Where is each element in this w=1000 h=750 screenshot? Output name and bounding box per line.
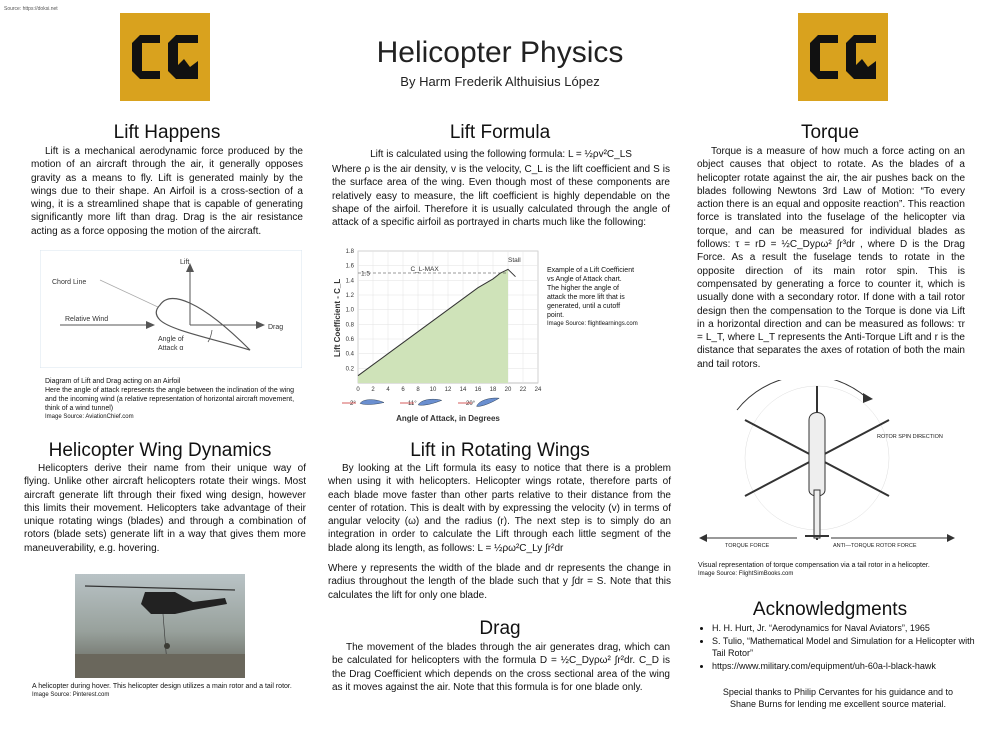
- chart-y-tick-label: 1.6: [345, 263, 354, 270]
- rotating-wings-body-2: Where y represents the width of the blade and dr represents the change in radius throughout the length of the blade such that y ∫dr = S. Note that this calculates the lift for only one blade.: [328, 563, 671, 601]
- torque-caption: Visual representation of torque compensation via a tail rotor in a helicopter.: [698, 562, 930, 569]
- relative-wind-label: Relative Wind: [65, 316, 109, 323]
- ack-item: • H. H. Hurt, Jr. “Aerodynamics for Naval Aviators”, 1965: [712, 622, 978, 634]
- torque-title: Torque: [800, 122, 860, 143]
- lift-happens-title: Lift Happens: [113, 122, 221, 143]
- chart-x-tick-label: 18: [489, 387, 497, 393]
- chart-x-tick-label: 24: [534, 387, 542, 393]
- chart-y-tick-label: 1.8: [345, 249, 354, 255]
- wing-dynamics-body: Helicopters derive their name from their unique way of flying. Unlike other aircraft helicopters rotate their wings. Most aircraft generate lift through their fixed wing design, however this limits their movement. Helicopters take advantage of their unique rotating wings (blades) and through a combination of rotors (blade sets) generate lift in a way that gives them more maneuverability, e.g. hovering.: [24, 463, 306, 554]
- chart-x-tick-label: 20: [504, 387, 512, 393]
- airfoil-caption-block: [45, 377, 305, 422]
- torque-caption-source: Image Source: FlightSimBooks.com: [698, 571, 794, 577]
- hover-caption: A helicopter during hover. This helicopter design utilizes a main rotor and a tail rotor.: [32, 683, 292, 690]
- chart-stall-label: Stall: [508, 257, 521, 264]
- hover-caption-source: Image Source: Pinterest.com: [32, 692, 110, 698]
- rotating-wings-title: Lift in Rotating Wings: [410, 440, 590, 461]
- airfoil-caption-source: Image Source: AviationChief.com: [45, 414, 134, 420]
- lift-formula-title: Lift Formula: [449, 122, 551, 143]
- logo-left: [120, 13, 210, 101]
- chart-x-tick-label: 4: [386, 387, 390, 393]
- chord-line-label: Chord Line: [52, 279, 87, 286]
- thanks-note: Special thanks to Philip Cervantes for his guidance and to Shane Burns for lending me excellent source material.: [722, 687, 954, 709]
- page-title: Helicopter Physics: [376, 36, 624, 69]
- source-note: Source: https://doksi.net: [4, 6, 58, 12]
- angle-label-1: Angle of: [158, 336, 184, 343]
- lift-happens-body: Lift is a mechanical aerodynamic force produced by the motion of an aircraft through the air, it generally opposes gravity as a means to fly. Lift is generated mainly by the wings due to their shape. An Airfoil is a cross-section of a wing, it is a streamlined shape that is capable of generating significantly more lift than drag. Drag is the air resistance acting as a force opposing the motion of the aircraft.: [31, 146, 303, 237]
- anti-torque-label: ANTI—TORQUE ROTOR FORCE: [833, 543, 917, 549]
- torque-diagram: [697, 380, 965, 560]
- chart-x-tick-label: 0: [356, 387, 360, 393]
- angle-label-2: Attack α: [158, 345, 184, 352]
- chart-x-tick-label: 8: [416, 387, 420, 393]
- helicopter-hover-photo: [75, 574, 245, 678]
- torque-caption-block: [698, 561, 966, 579]
- chart-caption-2: The higher the angle of attack the more lift that is generated, until a cutoff point.: [547, 285, 625, 319]
- chart-caption-block: [547, 266, 639, 329]
- chart-y-axis-label: Lift Coefficient - C_L: [333, 278, 342, 357]
- chart-x-tick-label: 14: [459, 387, 467, 393]
- chart-airfoil-label: 20°: [466, 401, 476, 407]
- chart-y-tick-label: 1.0: [345, 307, 354, 314]
- chart-airfoil-icon: [418, 397, 442, 406]
- airfoil-caption: Diagram of Lift and Drag acting on an Airfoil: [45, 378, 181, 385]
- cc-logo-icon: [120, 13, 210, 101]
- chart-caption: Example of a Lift Coefficient vs Angle of Attack chart.: [547, 267, 635, 283]
- lift-label: Lift: [180, 259, 190, 266]
- drag-label: Drag: [268, 324, 284, 331]
- logo-right: [798, 13, 888, 101]
- chart-y-tick-label: 0.2: [345, 366, 354, 373]
- chart-x-tick-label: 12: [444, 387, 452, 393]
- lift-coefficient-chart: [330, 243, 545, 426]
- airfoil-diagram: [40, 250, 302, 368]
- chart-x-tick-label: 16: [474, 387, 482, 393]
- rotor-spin-label: ROTOR SPIN DIRECTION: [877, 434, 943, 440]
- chart-x-tick-label: 22: [519, 387, 527, 393]
- drag-title: Drag: [479, 618, 521, 639]
- ack-item: • S. Tulio, “Mathematical Model and Simulation for a Helicopter with Tail Rotor”: [712, 635, 978, 659]
- chart-y-tick-label: 0.8: [345, 322, 354, 329]
- chart-caption-source: Image Source: flightlearnings.com: [547, 321, 638, 327]
- ack-item: • https://www.military.com/equipment/uh-60a-l-black-hawk: [712, 660, 978, 672]
- acknowledgments-list: [700, 622, 978, 673]
- chart-y-tick-label: 0.6: [345, 337, 354, 343]
- person-icon: [164, 643, 170, 649]
- lift-formula-body: Where ρ is the air density, v is the velocity, C_L is the lift coefficient and S is the surface area of the wing. Even though most of these components are relatively easy to measure, the lift coefficient is highly dependable on the shape of the airfoil. Therefore it is usually calculated through the angle of attack of a specific airfoil as portrayed in charts much like the following:: [332, 164, 670, 229]
- wing-dynamics-title: Helicopter Wing Dynamics: [48, 440, 272, 461]
- chart-airfoil-icon: [475, 395, 499, 408]
- drag-body: The movement of the blades through the air generates drag, which can be calculated for helicopters with the formula D = ½C_Dyρω² ∫r²dr. C_D is the Drag Coefficient which depends on the cross sectional area of the wing as it moves against the air. Note that this formula is for one blade only.: [332, 642, 670, 693]
- hover-caption-block: [32, 682, 302, 700]
- chart-cl-max-label: C_L-MAX: [410, 266, 439, 273]
- chart-airfoil-icon: [360, 399, 384, 405]
- chart-y-tick-label: 0.4: [345, 351, 354, 358]
- lift-formula-intro: Lift is calculated using the following formula: L = ½ρv²C_LS: [370, 149, 632, 160]
- torque-force-label: TORQUE FORCE: [725, 543, 770, 549]
- rotating-wings-body: By looking at the Lift formula its easy to notice that there is a problem when using it with helicopters. Helicopter wings rotate, therefore parts of each blade move faster than other parts relative to their distance from the center of rotation. This is dealt with by expressing the velocity (v) in terms of angular velocity (ω) and the radius (r). The next step is to simply do an integration in order to calculate the Lift through each little segment of the blade along its length, as follows: L = ½ρω²C_Ly ∫r²dr: [328, 463, 671, 554]
- chart-airfoil-label: 2°: [350, 401, 356, 407]
- chart-x-tick-label: 6: [401, 387, 405, 393]
- chart-x-tick-label: 2: [371, 387, 375, 393]
- helicopter-top-view-icon: [809, 413, 825, 497]
- chart-y-tick-label: 1.2: [345, 293, 354, 299]
- airfoil-caption-body: Here the angle of attack represents the angle between the inclination of the wing and the incoming wind (a relative representation of horizontal aircraft movement, think of a wind tunnel): [45, 387, 295, 412]
- chart-x-tick-label: 10: [429, 387, 437, 393]
- chart-airfoil-label: 11°: [408, 401, 417, 407]
- torque-body: Torque is a measure of how much a force acting on an object causes that object to rotate. As the blades of a helicopter rotate against the air, the air pushes back on the blades following Newtons 3rd Law of Motion: “To every action there is an equal and opposite reaction”. This reaction force is translated into the fuselage of the helicopter via torque, and can be measured for individual blades as follows: τ = rD = ½C_Dyρω² ∫r³dr , where D is the Drag Force. As a result the fuselage tends to rotate in the opposite direction of its main rotor spin. This is compensated by generating a force to counter it, which is usually done with a secondary rotor. If done with a tail rotor design then the compensation to the Torque is done via Lift in a horizontal direction and can be measured as follows: τr = L_T, where L_T represents the Anti-Torque Lift and r is the distance that separates the axes of rotation of both the main and tail rotors.: [697, 146, 965, 370]
- acknowledgments-title: Acknowledgments: [752, 599, 908, 620]
- cc-logo-icon: [798, 13, 888, 101]
- chart-x-axis-label: Angle of Attack, in Degrees: [396, 414, 500, 423]
- author-line: By Harm Frederik Althuisius López: [400, 74, 600, 89]
- chart-cl-max-value: 1.5: [361, 270, 371, 278]
- chart-y-tick-label: 1.4: [345, 278, 354, 285]
